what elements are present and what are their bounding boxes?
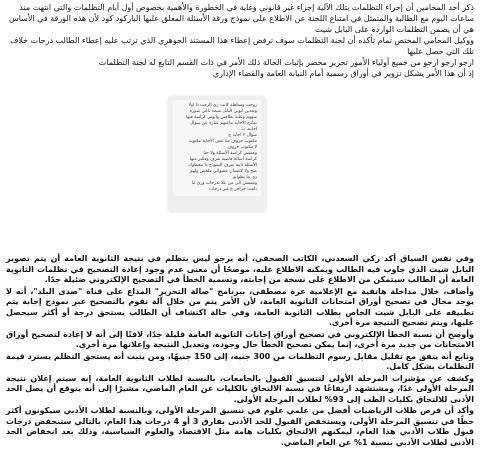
chat-line: كراسة اسألة فاضية تعرف وفكتر منها [189,157,257,162]
article-body [6,254,474,449]
chat-line: ومفقش الى من علا بدرجات وزي ما [191,181,257,186]
intro-paragraph: ارجو ارجو ارجو من جميع أولياء الأمور تحرير محضر بإثبات الحالة ذلك الأمر في ذات القسم التابع له لجنة التظلمات [98,58,474,67]
chat-line: ومفيش كراسة الأسئلة ولا حتا [203,151,257,156]
chat-line: الأسئلة ثانية تعرف النموذج دا محطوك [188,163,257,168]
body-paragraph: وأكد أن فرص طلاب الرياضيات أفضل من علمي علوم في تنسيق المرحلة الأولى، وبالنسبة لطلاب الأدبي سيكونون أكثر حظًا في تنسيق المرحلة الأولى، ويستخفض القبول للحد الأدنى بفارق 3 أو 4 درجات هذا العام، بالتالي ستنخفض درجات قبول طلاب الأدبي هذا العام، ليمكنهم الالتحاق بكليات هامة مثل الاقتصاد والعلوم السياسية، وذلك بعد انخفاض الحد الأدنى لطلاب الأدبي بنسبة 1% عن العام الماضي. [6,406,474,447]
intro-paragraph: إذ أن هذا الأمر يشكل تزوير في أوراق رسمية أمام النيابة العامة والقضاء الإداري [212,69,474,78]
chat-line: صح ولا لاعشان عشوائي ملخص ولهم [189,169,257,174]
chat-message-bubble [173,100,261,196]
chat-line: روحت ومعاهلة كانت زي الزفت دا اولا [188,103,257,108]
intro-section [6,2,474,79]
intro-paragraph: ووكيل المحامي المختص تمام تأكده أن لجنة التظلمات سوف ترفض إعطاء هذا المستند الجوهري الذي ترتب عليه إعطاء الطالب درجات خلاف تلك التي حصل عليها [10,36,474,56]
chat-line: مكتوب حروف منا عش الاجابة مكتوبه [189,139,257,144]
chat-line: اجابته ب [241,127,257,132]
chat-line: زي ما بطوابو [233,175,257,180]
chat-line: ذلقت خراجر ع غير درجات [209,187,257,192]
body-paragraph: وأوضح أن نسبة الخطأ الإلكتروني في تصحيح أوراق إجابات الثانوية العامة قليلة جدًا، لافتًا إلى أنه لا إعادة لتصحيح أوراق الامتحانات من جديد مرة أخرى، إنما يمكن تصحيح الخطأ حال وجوده، وتعديل النتيجة وإعلانها مرة أخرى. [6,329,474,349]
chat-line: سؤال ٣ اجابه ج [228,133,257,138]
chat-screenshot-image [168,96,266,212]
chat-line: وبعدين انوبي البابل شيت تاعي صوره [189,109,257,114]
body-paragraph: وأضاف، خلال مداخلة هاتفية مع الإعلامية عزة مصطفى، ببرنامج "صالة التحرير" المذاع على قناة "صدى البلد"، أنه لا يوجد مجال في تصحيح أوراق امتحانات الثانوية العامة، لأن الأمر يتم من خلال آلة تقوم بالتصحيح عبر نموذج إجابة يتم تطبيقه على البابل شيت الخاص بطلاب الثانوية العامة، وفي حالة اكتشاف أن الطالب يستحق درجة أو أكثر سيحصل عليها، ويتم تصحيح النتيجة مرة أخرى. [6,286,474,327]
body-paragraph: وفي نفس السياق أكد زكي السعدني، الكاتب الصحفي، أنه يرجو ليس بتظلم في نتيجة الثانوية العامة أن يتم تصوير البابل شيت الذي جاوب فيه الطالب ويمكنه الاطلاع عليه، موضحًا أن معنى عدم وجود إعادة التصحيح في تظلمات الثانوية العامة أن الطالب سيتمكن من الاطلاع على نسخة من إجابته، وتسمية الخطأ في التصحيح الإلكتروني ضئيلة جدًا. [6,254,474,284]
chat-line: لا مكتوب حروف [227,145,257,150]
intro-paragraph: ذكر أحد المحامين أن إجراء التظلمات بتلك الآلية إجراء غير قانوني وغاية في الخطورة والأهمية بخصوص أول أيام التظلمات والتي انتهت منذ ساعات اليوم مع الطالبة والمتمثل في امتناع اللجنة عن الاطلاع على نموذج ورقة الأسئلة المعلق عليها الباركود كود لأن هذه الورقة في الأساس هي أن يضمن التظلمات الواردة على البابل شيت [8,3,474,34]
body-paragraph: وكشف عن مؤشرات المرحلة الأولى لتنسيق القبول بالجامعات، بالنسبة لطلاب الثانوية العامة، إنه سيتم إعلان نتيجة المرحلة الأولى غدًا، ومشتشهد ارتفاعًا في نسبة الالتحاق بالكليات عن العام الماضي، مشيرًا إلى أنه يتوقع أن يصل الحد الأدنى للالتحاق بكليات الطب إلى 93% لطلاب المرحلة الأولى. [6,373,474,404]
body-paragraph: وتابع أنه يتفق مع تقليل مقابل رسوم التظلمات من 300 جنيه، إلى 150 جنيهًا، ومن يثبت أنه يستحق التظلم يسترد قيمة التظلمات بشكل كامل. [6,351,474,371]
chat-line: نماذج الاجابه بتاعتهم عبارة عن سؤال [189,121,257,126]
chat-line: سهوم وعلية بطاقتي وابوتي كراسة فيها [185,115,257,120]
